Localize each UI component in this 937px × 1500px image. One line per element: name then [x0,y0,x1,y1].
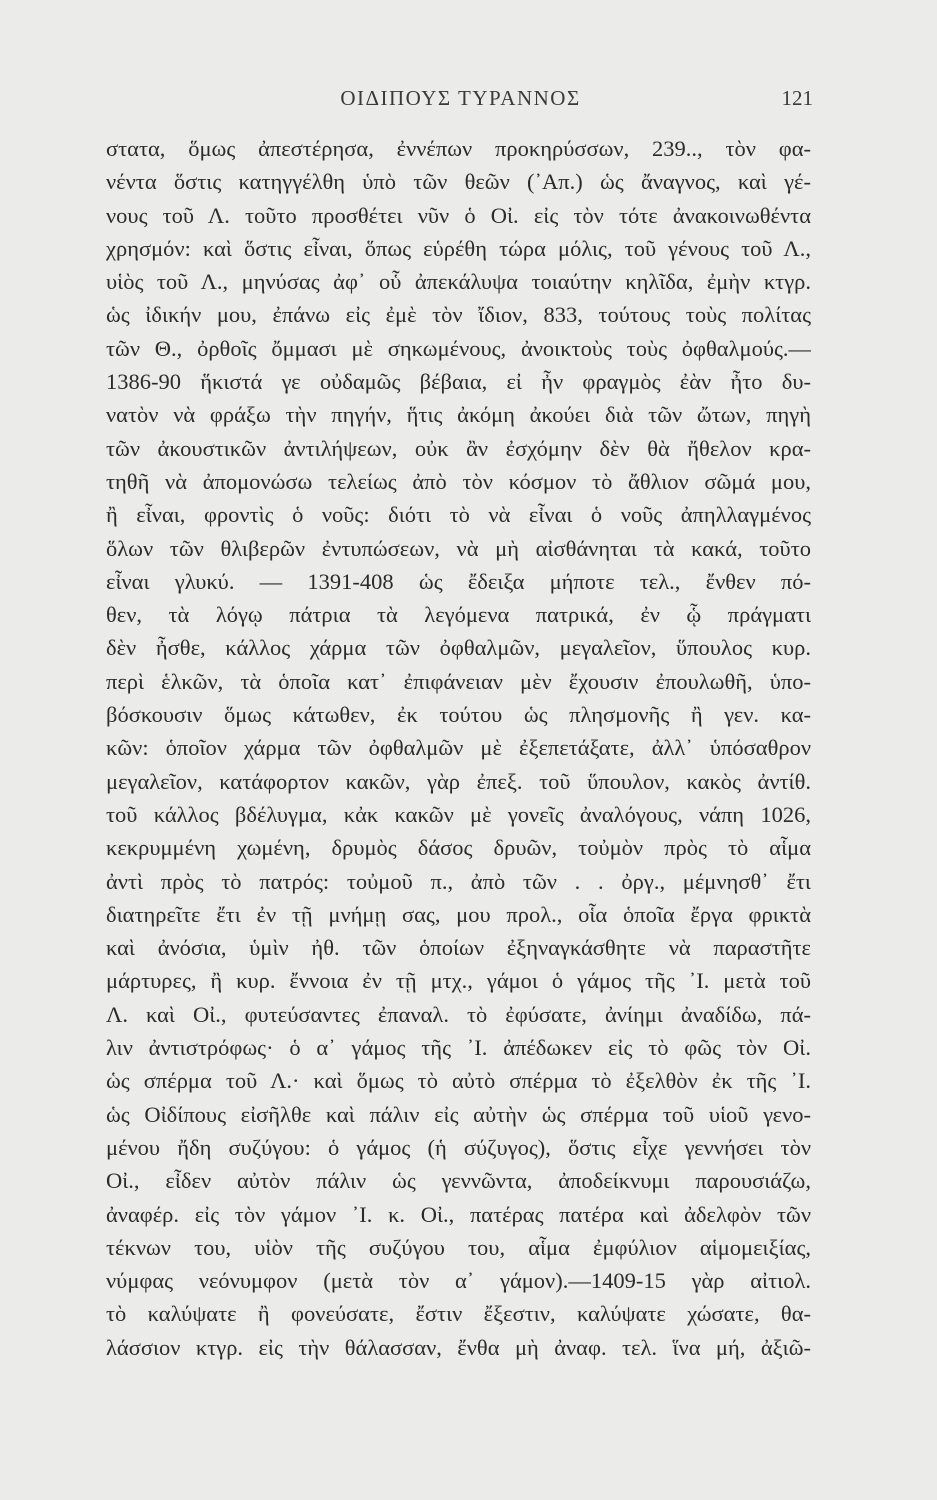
text-line: κῶν: ὁποῖον χάρμα τῶν ὀφθαλμῶν μὲ ἐξεπετάξατε, ἀλλ᾽ ὑπόσαθρον [106,735,811,761]
text-line: τὸ καλύψατε ἢ φονεύσατε, ἔστιν ἔξεστιν, καλύψατε χώσατε, θα- [106,1301,811,1327]
text-line: βόσκουσιν ὅμως κάτωθεν, ἐκ τούτου ὡς πλησμονῆς ἢ γεν. κα- [106,702,811,728]
text-line: νέντα ὅστις κατηγγέλθη ὑπὸ τῶν θεῶν (᾽Απ.) ὡς ἄναγνος, καὶ γέ- [106,169,811,195]
text-line: χρησμόν: καὶ ὅστις εἶναι, ὅπως εὑρέθη τώρα μόλις, τοῦ γένους τοῦ Λ., [106,235,811,261]
running-title: ΟΙΔΙΠΟΥΣ ΤΥΡΑΝΝΟΣ [340,86,581,110]
text-line: λιν ἀντιστρόφως· ὁ α᾽ γάμος τῆς ᾽Ι. ἀπέδωκεν εἰς τὸ φῶς τὸν Οἰ. [106,1035,811,1061]
text-line: εἶναι γλυκύ. — 1391-408 ὡς ἔδειξα μήποτε τελ., ἔνθεν πό- [106,568,811,594]
text-line: ὡς σπέρμα τοῦ Λ.· καὶ ὅμως τὸ αὐτὸ σπέρμα τὸ ἐξελθὸν ἐκ τῆς ᾽Ι. [106,1068,811,1094]
text-line: Οἰ., εἶδεν αὐτὸν πάλιν ὡς γεννῶντα, ἀποδείκνυμι παρουσιάζω, [106,1168,811,1194]
text-line: νατὸν νὰ φράξω τὴν πηγήν, ἥτις ἀκόμη ἀκούει διὰ τῶν ὤτων, πηγὴ [106,402,811,428]
text-line: ὡς ἰδικήν μου, ἐπάνω εἰς ἐμὲ τὸν ἴδιον, 833, τούτους τοὺς πολίτας [106,302,811,328]
text-line: τῶν ἀκουστικῶν ἀντιλήψεων, οὐκ ἂν ἐσχόμην δὲν θὰ ἤθελον κρα- [106,435,811,461]
text-line: 1386-90 ἥκιστά γε οὐδαμῶς βέβαια, εἰ ἦν φραγμὸς ἐὰν ἦτο δυ- [106,369,811,395]
text-line: περὶ ἑλκῶν, τὰ ὁποῖα κατ᾽ ἐπιφάνειαν μὲν ἔχουσιν ἐπουλωθῆ, ὑπο- [106,668,811,694]
text-line: νύμφας νεόνυμφον (μετὰ τὸν α᾽ γάμον).—1409-15 γὰρ αἰτιολ. [106,1268,811,1294]
text-line: τῶν Θ., ὀρθοῖς ὄμμασι μὲ σηκωμένους, ἀνοικτοὺς τοὺς ὀφθαλμούς.— [106,335,811,361]
text-line: ἢ εἶναι, φροντὶς ὁ νοῦς: διότι τὸ νὰ εἶναι ὁ νοῦς ἀπηλλαγμένος [106,502,811,528]
text-line: ἀντὶ πρὸς τὸ πατρός: τοὐμοῦ π., ἀπὸ τῶν . . ὀργ., μέμνησθ᾽ ἔτι [106,868,811,894]
text-line: διατηρεῖτε ἔτι ἐν τῇ μνήμῃ σας, μου προλ., οἷα ὁποῖα ἔργα φρικτὰ [106,901,811,927]
text-line: λάσσιον κτγρ. εἰς τὴν θάλασσαν, ἔνθα μὴ ἀναφ. τελ. ἵνα μή, ἀξιῶ- [106,1334,811,1360]
text-line: στατα, ὅμως ἀπεστέρησα, ἐννέπων προκηρύσσων, 239.., τὸν φα- [106,136,811,161]
text-line: δὲν ἦσθε, κάλλος χάρμα τῶν ὀφθαλμῶν, μεγαλεῖον, ὕπουλος κυρ. [106,635,811,661]
text-line: κεκρυμμένη χωμένη, δρυμὸς δάσος δρυῶν, τοὐμὸν πρὸς τὸ αἷμα [106,835,811,861]
text-line: τοῦ κάλλος βδέλυγμα, κἀκ κακῶν μὲ γονεῖς ἀναλόγους, νάπη 1026, [106,801,811,827]
text-line: καὶ ἀνόσια, ὑμὶν ἠθ. τῶν ὁποίων ἐξηναγκάσθητε νὰ παραστῆτε [106,935,811,961]
page-header [108,86,813,116]
text-line: Λ. καὶ Οἰ., φυτεύσαντες ἐπαναλ. τὸ ἐφύσατε, ἀνίημι ἀναδίδω, πά- [106,1001,811,1027]
text-line: ὡς Οἰδίπους εἰσῆλθε καὶ πάλιν εἰς αὐτὴν ὡς σπέρμα τοῦ υἱοῦ γενο- [106,1101,811,1127]
text-line: μάρτυρες, ἢ κυρ. ἔννοια ἐν τῇ μτχ., γάμοι ὁ γάμος τῆς ᾽Ι. μετὰ τοῦ [106,968,811,994]
text-line: μένου ἤδη συζύγου: ὁ γάμος (ἡ σύζυγος), ὅστις εἶχε γεννήσει τὸν [106,1134,811,1160]
text-line: τηθῆ νὰ ἀπομονώσω τελείως ἀπὸ τὸν κόσμον τὸ ἄθλιον σῶμά μου, [106,468,811,494]
text-line: ἀναφέρ. εἰς τὸν γάμον ᾽Ι. κ. Οἰ., πατέρας πατέρα καὶ ἀδελφὸν τῶν [106,1201,811,1227]
text-line: νους τοῦ Λ. τοῦτο προσθέτει νῦν ὁ Οἰ. εἰς τὸν τότε ἀνακοινωθέντα [106,202,811,228]
text-line: θεν, τὰ λόγῳ πάτρια τὰ λεγόμενα πατρικά, ἐν ᾧ πράγματι [106,602,811,628]
page-number: 121 [781,86,813,110]
text-line: υἱὸς τοῦ Λ., μηνύσας ἀφ᾽ οὗ ἀπεκάλυψα τοιαύτην κηλῖδα, ἐμὴν κτγρ. [106,269,811,295]
text-line: μεγαλεῖον, κατάφορτον κακῶν, γὰρ ἐπεξ. τοῦ ὕπουλον, κακὸς ἀντίθ. [106,768,811,794]
text-line: τέκνων του, υἱὸν τῆς συζύγου του, αἷμα ἐμφύλιον αἱμομειξίας, [106,1234,811,1260]
commentary-text [106,132,811,1364]
text-line: ὅλων τῶν θλιβερῶν ἐντυπώσεων, νὰ μὴ αἰσθάνηται τὰ κακά, τοῦτο [106,535,811,561]
